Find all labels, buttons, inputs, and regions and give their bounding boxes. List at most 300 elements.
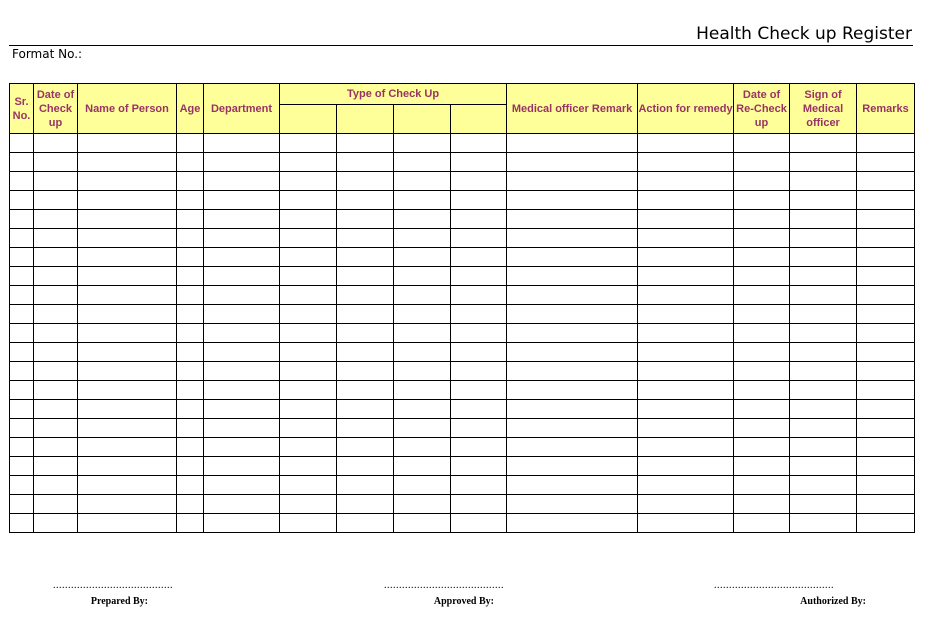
table-cell[interactable] — [337, 400, 394, 419]
table-cell[interactable] — [177, 362, 204, 381]
table-cell[interactable] — [507, 381, 638, 400]
table-cell[interactable] — [451, 438, 507, 457]
table-cell[interactable] — [280, 438, 337, 457]
table-cell[interactable] — [204, 438, 280, 457]
table-cell[interactable] — [204, 495, 280, 514]
table-cell[interactable] — [507, 400, 638, 419]
table-cell[interactable] — [78, 343, 177, 362]
table-cell[interactable] — [394, 495, 451, 514]
table-cell[interactable] — [790, 476, 857, 495]
table-cell[interactable] — [34, 229, 78, 248]
table-cell[interactable] — [857, 495, 915, 514]
table-cell[interactable] — [10, 419, 34, 438]
table-cell[interactable] — [451, 305, 507, 324]
table-cell[interactable] — [204, 343, 280, 362]
table-cell[interactable] — [177, 419, 204, 438]
table-cell[interactable] — [857, 248, 915, 267]
table-cell[interactable] — [10, 305, 34, 324]
table-cell[interactable] — [790, 267, 857, 286]
table-cell[interactable] — [78, 229, 177, 248]
table-cell[interactable] — [790, 457, 857, 476]
table-cell[interactable] — [507, 172, 638, 191]
table-cell[interactable] — [78, 248, 177, 267]
table-row — [10, 210, 915, 229]
table-cell[interactable] — [451, 210, 507, 229]
table-cell[interactable] — [10, 153, 34, 172]
table-cell[interactable] — [78, 495, 177, 514]
table-cell[interactable] — [34, 400, 78, 419]
table-cell[interactable] — [204, 153, 280, 172]
table-cell[interactable] — [204, 514, 280, 533]
table-cell[interactable] — [394, 381, 451, 400]
table-cell[interactable] — [638, 153, 734, 172]
table-cell[interactable] — [507, 191, 638, 210]
table-cell[interactable] — [280, 457, 337, 476]
table-cell[interactable] — [394, 438, 451, 457]
table-cell[interactable] — [177, 153, 204, 172]
table-cell[interactable] — [78, 514, 177, 533]
table-cell[interactable] — [34, 381, 78, 400]
table-cell[interactable] — [857, 381, 915, 400]
table-cell[interactable] — [857, 210, 915, 229]
table-cell[interactable] — [857, 343, 915, 362]
table-cell[interactable] — [280, 419, 337, 438]
table-cell[interactable] — [177, 324, 204, 343]
table-cell[interactable] — [451, 229, 507, 248]
table-cell[interactable] — [734, 438, 790, 457]
table-cell[interactable] — [280, 248, 337, 267]
table-cell[interactable] — [10, 400, 34, 419]
table-cell[interactable] — [734, 153, 790, 172]
table-cell[interactable] — [204, 381, 280, 400]
table-cell[interactable] — [78, 191, 177, 210]
table-cell[interactable] — [177, 476, 204, 495]
table-cell[interactable] — [734, 324, 790, 343]
table-cell[interactable] — [857, 324, 915, 343]
table-cell[interactable] — [78, 362, 177, 381]
table-cell[interactable] — [734, 419, 790, 438]
table-cell[interactable] — [790, 172, 857, 191]
table-cell[interactable] — [507, 229, 638, 248]
table-cell[interactable] — [280, 514, 337, 533]
table-cell[interactable] — [734, 457, 790, 476]
table-cell[interactable] — [790, 210, 857, 229]
table-cell[interactable] — [10, 438, 34, 457]
table-cell[interactable] — [337, 267, 394, 286]
table-cell[interactable] — [177, 191, 204, 210]
table-cell[interactable] — [337, 495, 394, 514]
table-cell[interactable] — [790, 134, 857, 153]
table-cell[interactable] — [790, 495, 857, 514]
table-cell[interactable] — [638, 381, 734, 400]
table-cell[interactable] — [857, 457, 915, 476]
table-cell[interactable] — [638, 457, 734, 476]
table-cell[interactable] — [337, 210, 394, 229]
table-cell[interactable] — [204, 229, 280, 248]
table-cell[interactable] — [177, 172, 204, 191]
table-cell[interactable] — [337, 457, 394, 476]
table-cell[interactable] — [638, 172, 734, 191]
table-cell[interactable] — [204, 134, 280, 153]
health-checkup-table — [9, 83, 915, 533]
table-cell[interactable] — [280, 229, 337, 248]
table-cell[interactable] — [177, 400, 204, 419]
table-cell[interactable] — [638, 495, 734, 514]
table-cell[interactable] — [507, 514, 638, 533]
table-cell[interactable] — [204, 305, 280, 324]
table-cell[interactable] — [78, 286, 177, 305]
table-cell[interactable] — [337, 324, 394, 343]
table-cell[interactable] — [394, 172, 451, 191]
table-cell[interactable] — [638, 191, 734, 210]
table-cell[interactable] — [394, 362, 451, 381]
table-cell[interactable] — [34, 438, 78, 457]
table-cell[interactable] — [451, 476, 507, 495]
table-cell[interactable] — [10, 267, 34, 286]
table-cell[interactable] — [337, 514, 394, 533]
table-cell[interactable] — [204, 286, 280, 305]
table-cell[interactable] — [78, 267, 177, 286]
table-cell[interactable] — [790, 343, 857, 362]
table-cell[interactable] — [337, 419, 394, 438]
table-cell[interactable] — [204, 457, 280, 476]
table-cell[interactable] — [337, 305, 394, 324]
table-cell[interactable] — [451, 191, 507, 210]
table-cell[interactable] — [280, 191, 337, 210]
table-cell[interactable] — [857, 286, 915, 305]
table-cell[interactable] — [507, 210, 638, 229]
table-cell[interactable] — [34, 248, 78, 267]
table-cell[interactable] — [857, 400, 915, 419]
table-cell[interactable] — [34, 362, 78, 381]
table-cell[interactable] — [394, 324, 451, 343]
table-cell[interactable] — [394, 305, 451, 324]
table-cell[interactable] — [790, 191, 857, 210]
table-cell[interactable] — [638, 134, 734, 153]
table-cell[interactable] — [790, 438, 857, 457]
table-cell[interactable] — [394, 153, 451, 172]
table-cell[interactable] — [10, 362, 34, 381]
table-cell[interactable] — [34, 191, 78, 210]
table-cell[interactable] — [857, 476, 915, 495]
table-cell[interactable] — [280, 476, 337, 495]
table-cell[interactable] — [280, 172, 337, 191]
table-cell[interactable] — [451, 495, 507, 514]
table-cell[interactable] — [394, 191, 451, 210]
table-cell[interactable] — [34, 134, 78, 153]
table-cell[interactable] — [394, 229, 451, 248]
table-cell[interactable] — [734, 362, 790, 381]
table-cell[interactable] — [790, 324, 857, 343]
table-cell[interactable] — [177, 286, 204, 305]
table-cell[interactable] — [34, 457, 78, 476]
table-cell[interactable] — [638, 210, 734, 229]
table-cell[interactable] — [734, 381, 790, 400]
table-cell[interactable] — [78, 210, 177, 229]
table-cell[interactable] — [638, 267, 734, 286]
table-cell[interactable] — [78, 438, 177, 457]
table-cell[interactable] — [638, 286, 734, 305]
table-cell[interactable] — [790, 419, 857, 438]
table-cell[interactable] — [34, 210, 78, 229]
table-cell[interactable] — [204, 419, 280, 438]
table-cell[interactable] — [734, 172, 790, 191]
table-cell[interactable] — [78, 457, 177, 476]
table-cell[interactable] — [10, 495, 34, 514]
table-cell[interactable] — [280, 210, 337, 229]
table-cell[interactable] — [790, 286, 857, 305]
table-cell[interactable] — [34, 305, 78, 324]
table-cell[interactable] — [280, 400, 337, 419]
table-cell[interactable] — [734, 305, 790, 324]
table-cell[interactable] — [638, 476, 734, 495]
table-cell[interactable] — [337, 134, 394, 153]
table-cell[interactable] — [734, 476, 790, 495]
header-checkup-type-2 — [337, 105, 394, 134]
table-cell[interactable] — [177, 381, 204, 400]
table-cell[interactable] — [790, 400, 857, 419]
table-cell[interactable] — [790, 153, 857, 172]
table-cell[interactable] — [451, 419, 507, 438]
table-cell[interactable] — [790, 514, 857, 533]
table-cell[interactable] — [857, 191, 915, 210]
table-cell[interactable] — [10, 172, 34, 191]
table-cell[interactable] — [734, 191, 790, 210]
table-cell[interactable] — [394, 343, 451, 362]
table-cell[interactable] — [394, 267, 451, 286]
table-cell[interactable] — [790, 248, 857, 267]
table-cell[interactable] — [451, 267, 507, 286]
table-cell[interactable] — [177, 210, 204, 229]
table-cell[interactable] — [34, 495, 78, 514]
table-cell[interactable] — [857, 305, 915, 324]
table-cell[interactable] — [734, 267, 790, 286]
table-cell[interactable] — [280, 324, 337, 343]
table-cell[interactable] — [857, 267, 915, 286]
table-cell[interactable] — [204, 210, 280, 229]
table-cell[interactable] — [177, 229, 204, 248]
table-cell[interactable] — [337, 286, 394, 305]
table-cell[interactable] — [337, 172, 394, 191]
table-cell[interactable] — [10, 286, 34, 305]
table-cell[interactable] — [451, 362, 507, 381]
table-cell[interactable] — [394, 419, 451, 438]
table-cell[interactable] — [78, 381, 177, 400]
table-cell[interactable] — [10, 514, 34, 533]
authorized-by-block — [714, 580, 866, 607]
table-cell[interactable] — [34, 172, 78, 191]
table-cell[interactable] — [857, 153, 915, 172]
table-cell[interactable] — [394, 134, 451, 153]
table-cell[interactable] — [451, 134, 507, 153]
table-cell[interactable] — [394, 400, 451, 419]
table-cell[interactable] — [451, 381, 507, 400]
table-cell[interactable] — [337, 381, 394, 400]
table-cell[interactable] — [638, 362, 734, 381]
table-cell[interactable] — [34, 476, 78, 495]
table-cell[interactable] — [10, 381, 34, 400]
table-cell[interactable] — [204, 248, 280, 267]
table-cell[interactable] — [10, 134, 34, 153]
table-cell[interactable] — [204, 476, 280, 495]
table-cell[interactable] — [34, 419, 78, 438]
table-cell[interactable] — [78, 153, 177, 172]
table-cell[interactable] — [507, 457, 638, 476]
table-cell[interactable] — [177, 514, 204, 533]
table-cell[interactable] — [280, 153, 337, 172]
table-cell[interactable] — [280, 343, 337, 362]
table-cell[interactable] — [10, 210, 34, 229]
table-cell[interactable] — [177, 457, 204, 476]
table-cell[interactable] — [638, 400, 734, 419]
table-cell[interactable] — [638, 324, 734, 343]
table-cell[interactable] — [337, 438, 394, 457]
table-cell[interactable] — [280, 305, 337, 324]
header-remarks: Remarks — [857, 84, 915, 134]
table-cell[interactable] — [177, 305, 204, 324]
table-cell[interactable] — [638, 419, 734, 438]
table-cell[interactable] — [394, 514, 451, 533]
table-cell[interactable] — [78, 419, 177, 438]
table-cell[interactable] — [451, 324, 507, 343]
table-cell[interactable] — [638, 343, 734, 362]
table-cell[interactable] — [34, 514, 78, 533]
table-cell[interactable] — [507, 438, 638, 457]
table-cell[interactable] — [734, 286, 790, 305]
table-cell[interactable] — [204, 362, 280, 381]
table-cell[interactable] — [280, 381, 337, 400]
table-cell[interactable] — [337, 476, 394, 495]
table-cell[interactable] — [280, 495, 337, 514]
table-cell[interactable] — [10, 248, 34, 267]
table-cell[interactable] — [507, 343, 638, 362]
table-cell[interactable] — [10, 229, 34, 248]
table-cell[interactable] — [790, 229, 857, 248]
table-cell[interactable] — [734, 400, 790, 419]
table-cell[interactable] — [204, 191, 280, 210]
table-cell[interactable] — [507, 419, 638, 438]
table-cell[interactable] — [638, 248, 734, 267]
table-cell[interactable] — [34, 343, 78, 362]
table-cell[interactable] — [10, 324, 34, 343]
table-cell[interactable] — [857, 514, 915, 533]
table-cell[interactable] — [177, 495, 204, 514]
table-cell[interactable] — [451, 343, 507, 362]
table-cell[interactable] — [177, 267, 204, 286]
table-cell[interactable] — [507, 134, 638, 153]
table-cell[interactable] — [734, 514, 790, 533]
table-cell[interactable] — [734, 343, 790, 362]
table-cell[interactable] — [857, 172, 915, 191]
table-cell[interactable] — [78, 134, 177, 153]
table-cell[interactable] — [10, 191, 34, 210]
table-cell[interactable] — [34, 267, 78, 286]
table-cell[interactable] — [394, 476, 451, 495]
table-cell[interactable] — [177, 248, 204, 267]
table-cell[interactable] — [857, 362, 915, 381]
table-cell[interactable] — [280, 134, 337, 153]
table-cell[interactable] — [394, 286, 451, 305]
table-cell[interactable] — [857, 134, 915, 153]
table-cell[interactable] — [451, 153, 507, 172]
table-cell[interactable] — [451, 172, 507, 191]
table-cell[interactable] — [507, 305, 638, 324]
table-cell[interactable] — [204, 172, 280, 191]
table-cell[interactable] — [451, 400, 507, 419]
table-cell[interactable] — [451, 514, 507, 533]
table-cell[interactable] — [337, 229, 394, 248]
table-cell[interactable] — [177, 343, 204, 362]
table-cell[interactable] — [734, 495, 790, 514]
table-cell[interactable] — [78, 172, 177, 191]
prepared-by-block — [53, 580, 173, 607]
table-cell[interactable] — [34, 286, 78, 305]
table-cell[interactable] — [734, 229, 790, 248]
table-cell[interactable] — [34, 153, 78, 172]
table-cell[interactable] — [507, 495, 638, 514]
table-cell[interactable] — [734, 210, 790, 229]
table-cell[interactable] — [177, 134, 204, 153]
table-cell[interactable] — [280, 362, 337, 381]
table-cell[interactable] — [507, 248, 638, 267]
table-cell[interactable] — [857, 229, 915, 248]
table-cell[interactable] — [337, 191, 394, 210]
table-cell[interactable] — [638, 514, 734, 533]
table-cell[interactable] — [337, 362, 394, 381]
table-cell[interactable] — [638, 229, 734, 248]
table-cell[interactable] — [337, 248, 394, 267]
table-cell[interactable] — [280, 286, 337, 305]
table-cell[interactable] — [78, 400, 177, 419]
table-cell[interactable] — [204, 400, 280, 419]
table-cell[interactable] — [734, 134, 790, 153]
table-cell[interactable] — [451, 286, 507, 305]
table-cell[interactable] — [857, 438, 915, 457]
table-cell[interactable] — [790, 381, 857, 400]
table-cell[interactable] — [394, 210, 451, 229]
table-cell[interactable] — [507, 286, 638, 305]
table-cell[interactable] — [10, 476, 34, 495]
table-cell[interactable] — [337, 153, 394, 172]
table-cell[interactable] — [507, 476, 638, 495]
table-cell[interactable] — [507, 267, 638, 286]
table-cell[interactable] — [177, 438, 204, 457]
table-cell[interactable] — [78, 324, 177, 343]
table-cell[interactable] — [790, 305, 857, 324]
table-cell[interactable] — [507, 153, 638, 172]
table-cell[interactable] — [638, 305, 734, 324]
table-cell[interactable] — [204, 324, 280, 343]
table-cell[interactable] — [638, 438, 734, 457]
table-cell[interactable] — [394, 457, 451, 476]
table-cell[interactable] — [34, 324, 78, 343]
table-cell[interactable] — [734, 248, 790, 267]
table-cell[interactable] — [204, 267, 280, 286]
table-cell[interactable] — [280, 267, 337, 286]
table-cell[interactable] — [394, 248, 451, 267]
table-cell[interactable] — [10, 343, 34, 362]
table-cell[interactable] — [507, 324, 638, 343]
table-cell[interactable] — [337, 343, 394, 362]
table-cell[interactable] — [451, 457, 507, 476]
table-cell[interactable] — [507, 362, 638, 381]
table-cell[interactable] — [790, 362, 857, 381]
table-cell[interactable] — [451, 248, 507, 267]
table-cell[interactable] — [78, 476, 177, 495]
table-cell[interactable] — [857, 419, 915, 438]
table-cell[interactable] — [10, 457, 34, 476]
table-cell[interactable] — [78, 305, 177, 324]
